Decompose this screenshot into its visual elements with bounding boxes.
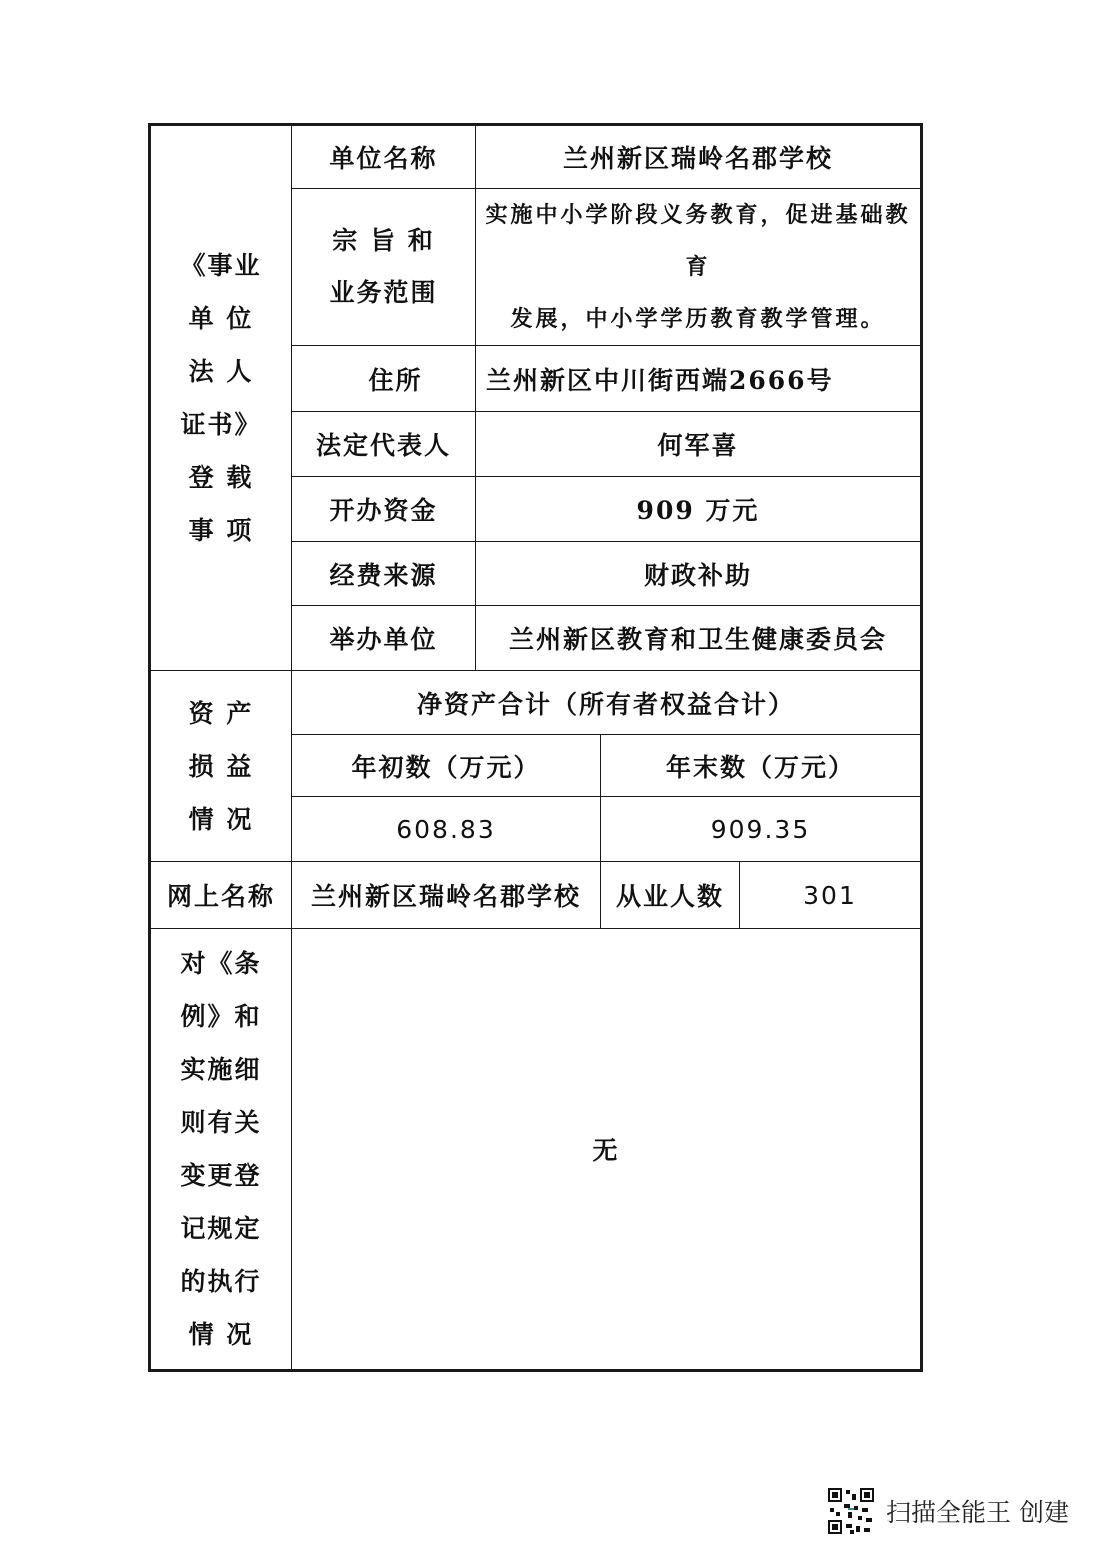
legal-rep-value: 何军喜 [476, 412, 922, 477]
scanner-watermark [826, 1486, 1069, 1536]
staff-count-label: 从业人数 [601, 862, 740, 929]
net-assets-header: 净资产合计（所有者权益合计） [292, 671, 922, 735]
online-name-value: 兰州新区瑞岭名郡学校 [292, 862, 601, 929]
end-of-year-header: 年末数（万元） [601, 735, 922, 797]
start-of-year-header: 年初数（万元） [292, 735, 601, 797]
start-of-year-value: 608.83 [292, 797, 601, 862]
address-value: 兰州新区中川街西端2666号 [476, 346, 922, 412]
staff-count-value: 301 [740, 862, 922, 929]
unit-name-value: 兰州新区瑞岭名郡学校 [476, 125, 922, 189]
compliance-value: 无 [292, 929, 922, 1371]
funding-source-value: 财政补助 [476, 542, 922, 606]
watermark-text: 扫描全能王 创建 [886, 1498, 1069, 1527]
compliance-section-label: 对《条 例》和 实施细 则有关 变更登 记规定 的执行 情 况 [150, 929, 292, 1371]
purpose-label: 宗 旨 和 业务范围 [292, 189, 476, 346]
end-of-year-value: 909.35 [601, 797, 922, 862]
certificate-section-label: 《事业 单 位 法 人 证书》 登 载 事 项 [150, 125, 292, 671]
online-name-label: 网上名称 [150, 862, 292, 929]
purpose-value: 实施中小学阶段义务教育，促进基础教育 发展，中小学学历教育教学管理。 [476, 189, 922, 346]
capital-value: 909 万元 [476, 477, 922, 542]
legal-rep-label: 法定代表人 [292, 412, 476, 477]
funding-source-label: 经费来源 [292, 542, 476, 606]
assets-section-label: 资 产 损 益 情 况 [150, 671, 292, 862]
capital-label: 开办资金 [292, 477, 476, 542]
sponsor-value: 兰州新区教育和卫生健康委员会 [476, 606, 922, 671]
unit-name-label: 单位名称 [292, 125, 476, 189]
address-label: 住所 [292, 346, 476, 412]
sponsor-label: 举办单位 [292, 606, 476, 671]
registration-form-table [148, 123, 923, 1372]
qr-code-icon [826, 1486, 876, 1536]
